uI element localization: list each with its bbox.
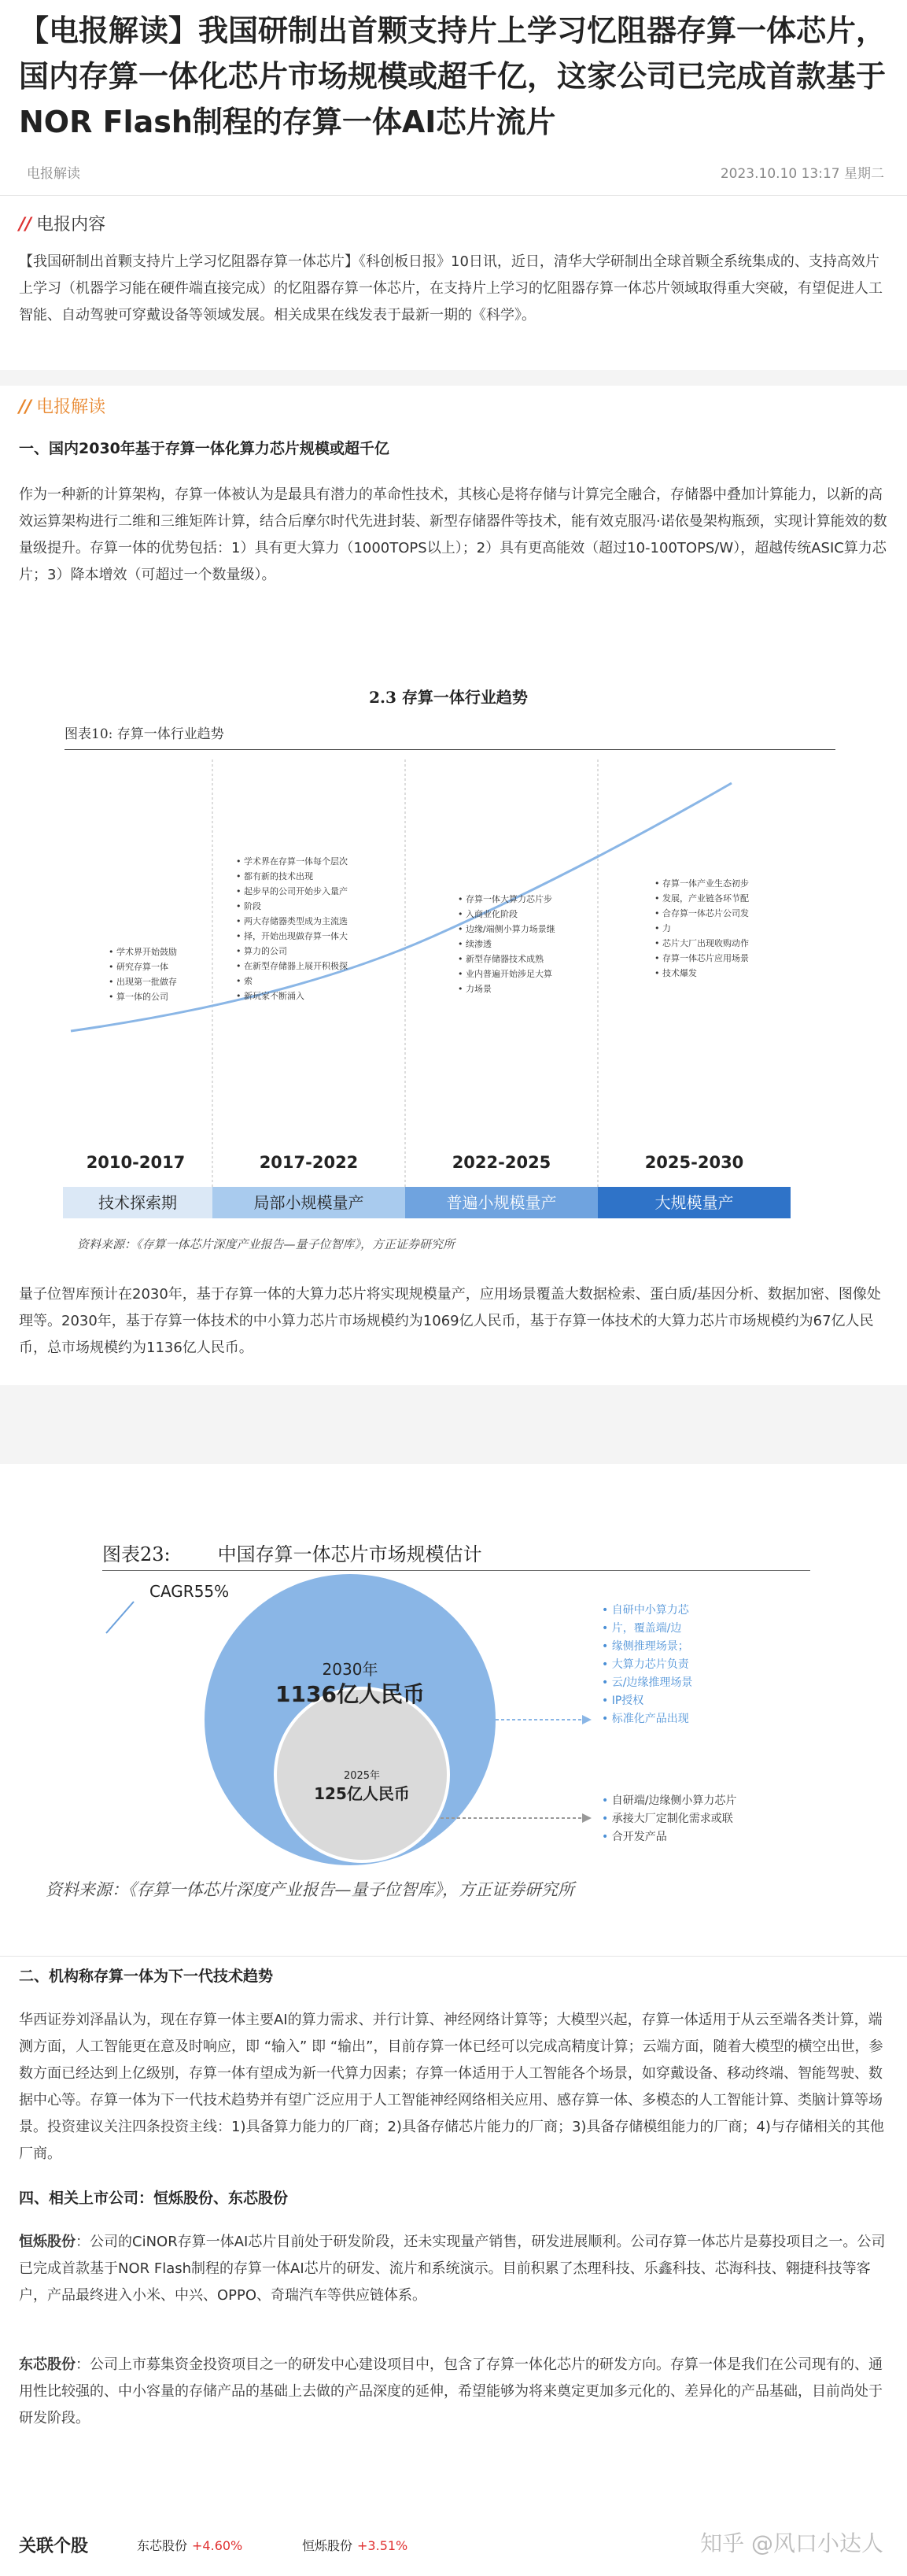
arrow-head-icon xyxy=(582,1813,592,1823)
section1-title: 一、国内2030年基于存算一体化算力芯片规模或超千亿 xyxy=(19,440,389,457)
arrow-head-icon xyxy=(582,1715,592,1724)
figure-section-title: 2.3 存算一体行业趋势 xyxy=(369,688,528,707)
slash-icon: // xyxy=(19,215,32,235)
stage-year: 2022-2025 xyxy=(452,1153,551,1172)
company1-name[interactable]: 恒烁股份 xyxy=(19,2234,76,2250)
section2-para: 华西证券刘泽晶认为，现在存算一体主要AI的算力需求、并行计算、神经网络计算等；大模型兴起，存算一体适用于从云至端各类计算，端测方面，人工智能更在意及时响应，即 “输入” 即 “输出”，目前存算一体已经可以完成高精度计算；云端方面，随着大模型的横空出世，参数方面已经达到上亿级别，存算一体有望成为新一代算力因素；存算一体适用于人工智能各个场景，如穿戴设备、移动终端、智能驾驶、数据中心等。存算一体为下一代技术趋势并有望广泛应用于人工智能神经网络相关应用、感存算一体、多模态的人工智能计算、类脑计算等场景。投资建议关注四条投资主线：1)具备算力能力的厂商；2)具备存储芯片能力的厂商；3)具备存储模组能力的厂商；4)与存储相关的其他厂商。 xyxy=(19,2012,884,2162)
phase-bar: 大规模量产 xyxy=(598,1187,791,1218)
related-stocks-label: 关联个股 xyxy=(19,2537,89,2556)
phase-bar: 局部小规模量产 xyxy=(212,1187,405,1218)
telegram-text: 【我国研制出首颗支持片上学习忆阻器存算一体芯片】《科创板日报》10日讯，近日，清华大学研制出全球首颗全系统集成的、支持高效片上学习（机器学习能在硬件端直接完成）的忆阻器存算一体芯片，在支持片上学习的忆阻器存算一体芯片领域取得重大突破，有望促进人工智能、自动驾驶可穿戴设备等领域发展。相关成果在线发表于最新一期的《科学》。 xyxy=(19,253,883,323)
stage-year: 2017-2022 xyxy=(259,1153,359,1172)
section2-title: 二、机构称存算一体为下一代技术趋势 xyxy=(19,1968,274,1985)
bubble-2030-year: 2030年 xyxy=(322,1660,378,1679)
section1-para1: 作为一种新的计算架构，存算一体被认为是最具有潜力的革命性技术，其核心是将存储与计算完全融合，存储器中叠加计算能力，以新的高效运算架构进行二维和三维矩阵计算，结合后摩尔时代先进封装、新型存储器件等技术，能有效克服冯·诺依曼架构瓶颈，实现计算能效的数量级提升。存算一体的优势包括：1）具有更大算力（1000TOPS以上）；2）具有更高能效（超过10-100TOPS/W），超越传统ASIC算力芯片；3）降本增效（可超过一个数量级）。 xyxy=(19,486,887,583)
section-gap xyxy=(0,1385,907,1464)
stage2-notes: • 学术界在存算一体每个层次 • 都有新的技术出现 • 起步早的公司开始步入量产 • 阶段 • 两大存储器类型成为主流选 • 择，开始出现做存算一体大 • 算力的公司 • 在新型存储器上展开积极探 • 索 • 新玩家不断涌入 xyxy=(236,854,348,1003)
company2-para: 东芯股份：公司上市募集资金投资项目之一的研发中心建设项目中，包含了存算一体化芯片的研发方向。存算一体是我们在公司现有的、通用性比较强的、中小容量的存储产品的基础上去做的产品深度的延伸，希望能够为将来奠定更加多元化的、差异化的产品基础，目前尚处于研发阶段。 xyxy=(19,2356,883,2426)
figure2-source: 资料来源：《存算一体芯片深度产业报告—量子位智库》，方正证券研究所 xyxy=(46,1880,574,1899)
phase-bar: 技术探索期 xyxy=(63,1187,212,1218)
industry-trend-figure xyxy=(55,685,842,1267)
stage-year: 2025-2030 xyxy=(644,1153,744,1172)
article-meta xyxy=(19,162,884,186)
stock-chip[interactable]: 东芯股份 +4.60% xyxy=(137,2538,243,2553)
stock-chip[interactable]: 恒烁股份 +3.51% xyxy=(302,2538,408,2553)
watermark: 知乎 @风口小达人 xyxy=(700,2530,883,2556)
phase-bar: 普遍小规模量产 xyxy=(405,1187,598,1218)
figure-label: 图表10: 存算一体行业趋势 xyxy=(65,726,224,742)
article-headline: 【电报解读】我国研制出首颗支持片上学习忆阻器存算一体芯片，国内存算一体化芯片市场规模或超千亿，这家公司已完成首款基于NOR Flash制程的存算一体AI芯片流片 xyxy=(19,13,887,139)
analysis-heading: // 电报解读 xyxy=(19,397,106,417)
stage4-notes: • 存算一体产业生态初步 • 发展，产业链各环节配 • 合存算一体芯片公司发 • 力 • 芯片大厂出现收购动作 • 存算一体芯片应用场景 • 技术爆发 xyxy=(654,876,749,981)
company2-name[interactable]: 东芯股份 xyxy=(19,2356,76,2373)
callout-2030: • 自研中小算力芯 • 片，覆盖端/边 • 缘侧推理场景； • 大算力芯片负责 • 云/边缘推理场景 • IP授权 • 标准化产品出现 xyxy=(602,1602,692,1728)
cagr-label: CAGR55% xyxy=(149,1582,230,1601)
market-size-figure xyxy=(102,1539,810,1869)
source-tag[interactable]: 电报解读 xyxy=(27,166,80,182)
stage1-notes: • 学术界开始鼓励 • 研究存算一体 • 出现第一批做存 • 算一体的公司 xyxy=(109,944,177,1004)
figure2-title: 图表23: 中国存算一体芯片市场规模估计 xyxy=(102,1543,482,1565)
bubble-2025-year: 2025年 xyxy=(343,1770,381,1782)
bubble-2030-value: 1136亿人民币 xyxy=(275,1681,425,1707)
slash-icon: // xyxy=(19,397,32,417)
figure-source: 资料来源：《存算一体芯片深度产业报告—量子位智库》，方正证券研究所 xyxy=(77,1237,455,1251)
telegram-heading: // 电报内容 xyxy=(19,215,106,235)
publish-date: 2023.10.10 13:17 星期二 xyxy=(720,166,884,182)
company1-para: 恒烁股份：公司的CiNOR存算一体AI芯片目前处于研发阶段，还未实现量产销售，研发进展顺利。公司存算一体芯片是募投项目之一。公司已完成首款基于NOR Flash制程的存算一体AI芯片的研发、流片和系统演示。目前积累了杰理科技、乐鑫科技、芯海科技、翱捷科技等客户，产品最终进入小米、中兴、OPPO、奇瑞汽车等供应链体系。 xyxy=(19,2234,886,2304)
divider xyxy=(0,195,907,196)
stage-year: 2010-2017 xyxy=(86,1153,186,1172)
section4-title: 四、相关上市公司：恒烁股份、东芯股份 xyxy=(19,2190,289,2207)
bubble-2025-value: 125亿人民币 xyxy=(314,1784,410,1803)
cagr-arrow xyxy=(106,1602,134,1633)
divider xyxy=(0,1956,907,1957)
section1-para2: 量子位智库预计在2030年，基于存算一体的大算力芯片将实现规模量产，应用场景覆盖大数据检索、蛋白质/基因分析、数据加密、图像处理等。2030年，基于存算一体技术的中小算力芯片市场规模约为1069亿人民币，基于存算一体技术的大算力芯片市场规模约为67亿人民币，总市场规模约为1136亿人民币。 xyxy=(19,1286,881,1356)
stage3-notes: • 存算一体大算力芯片步 • 入商业化阶段 • 边缘/端侧小算力场景继 • 续渗透 • 新型存储器技术成熟 • 业内普遍开始涉足大算 • 力场景 xyxy=(458,892,555,996)
section-gap xyxy=(0,370,907,386)
callout-2025: • 自研端/边缘侧小算力芯片 • 承接大厂定制化需求或联 • 合开发产品 xyxy=(602,1792,736,1846)
